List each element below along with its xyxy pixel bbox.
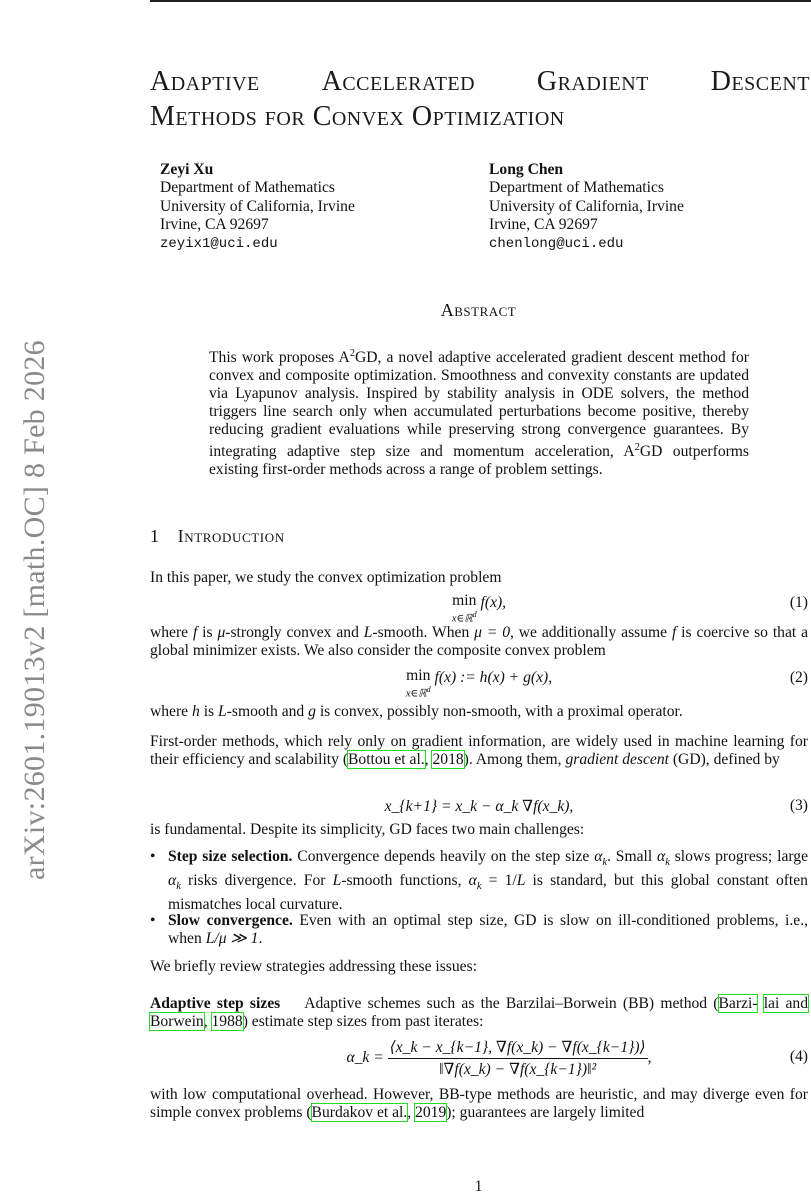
text: , we additionally assume	[510, 624, 672, 641]
text: risks divergence. For	[180, 872, 333, 890]
list-item	[150, 912, 808, 948]
abstract-text	[209, 345, 749, 479]
bullet-icon: •	[150, 848, 156, 865]
author-city: Irvine, CA 92697	[489, 215, 598, 233]
text: .	[258, 930, 263, 947]
paragraph	[150, 1086, 808, 1122]
arxiv-stamp: arXiv:2601.19013v2 [math.OC] 8 Feb 2026	[18, 340, 51, 880]
text: Even with an optimal step size, GD is slow on ill-conditioned problems, i.e., when	[168, 912, 809, 947]
author-dept: Department of Mathematics	[489, 179, 664, 197]
equation-lhs: α_k =	[346, 1049, 384, 1067]
math: L	[218, 703, 227, 720]
text: -smooth functions,	[341, 872, 469, 890]
text: -strongly convex and	[225, 624, 364, 641]
equation-number: (4)	[789, 1048, 808, 1065]
text: -smooth and	[226, 703, 309, 720]
equation-number: (2)	[789, 669, 808, 686]
title-word: Descent	[710, 66, 810, 97]
text: . Small	[607, 848, 658, 865]
superscript: d	[472, 610, 477, 619]
math: L/μ ≫ 1	[205, 930, 259, 947]
author-block	[489, 161, 684, 253]
equation-2	[150, 667, 808, 700]
list-item: • Step size selection. Convergence depends heavily on the step size $\alpha_k$. Small $\alpha_k$ slows progress; large $\alpha_k$ risks divergence. For L-smooth functions, $\alpha_k = 1/L$ is standard, but this global constant often mismatches local curvature.	[150, 848, 808, 914]
citation-year-link[interactable]: 1988	[211, 1013, 243, 1030]
text: slows progress; large	[669, 848, 808, 865]
min-operator: min	[406, 667, 431, 684]
citation-year-link[interactable]: 2019	[415, 1104, 447, 1121]
equation-4	[150, 1038, 808, 1078]
paragraph	[150, 995, 808, 1031]
paragraph: is fundamental. Despite its simplicity, GD faces two main challenges:	[150, 821, 585, 838]
math: f	[192, 624, 198, 641]
text: with low computational overhead. However, BB-type methods are heuristic, and may diverge even for simple convex problems (	[150, 1086, 808, 1121]
title-line-1	[150, 64, 810, 99]
bullet-icon: •	[150, 912, 156, 929]
equation-expr: f(x),	[480, 594, 507, 611]
paragraph-heading: Adaptive step sizes	[150, 995, 281, 1012]
author-univ: University of California, Irvine	[489, 197, 684, 215]
text: ,	[424, 751, 433, 768]
author-name: Long Chen	[489, 161, 564, 178]
citation-year-link[interactable]: 2018	[432, 751, 464, 768]
section-title: Introduction	[177, 526, 285, 546]
author-email: chenlong@uci.edu	[489, 236, 624, 253]
text: where	[150, 703, 192, 720]
citation-link[interactable]: Burdakov et al.	[311, 1104, 408, 1121]
min-operator: min	[452, 592, 477, 609]
equation-expr: x_{k+1} = x_k − α_k ∇f(x_k),	[384, 798, 574, 815]
text: ,	[203, 1013, 212, 1030]
subscript: x∈ℝ	[405, 688, 427, 700]
abstract-segment: GD, a novel adaptive accelerated gradient descent method for convex and composite optimization. Smoothness and convexity constants are updated via Lyapunov analysis. Inspired by stability analysis in ODE solvers, the method triggers line search only when accumulated perturbations become positive, thereby reducing gradient evaluations while preserving strong convergence guarantees. By integrating adaptive step size and momentum acceleration, A	[209, 349, 750, 461]
math: μ	[217, 624, 226, 641]
superscript: 2	[349, 348, 355, 359]
math: L	[363, 624, 373, 641]
text: is convex, possibly non-smooth, with a proximal operator.	[315, 703, 683, 720]
paragraph	[150, 703, 808, 721]
subscript: x∈ℝ	[451, 613, 473, 625]
abstract-heading: Abstract	[440, 300, 517, 320]
text: ,	[647, 1049, 652, 1067]
title-line-2: Methods for Convex Optimization	[150, 101, 565, 132]
citation-link[interactable]: Barzi-	[718, 995, 758, 1012]
text: ); guarantees are largely limited	[446, 1104, 645, 1121]
text: Convergence depends heavily on the step size	[292, 848, 595, 865]
fraction-denominator: ‖∇f(x_k) − ∇f(x_{k−1})‖²	[439, 1061, 597, 1078]
citation-link[interactable]: lai and Borwein	[150, 995, 809, 1030]
superscript: d	[426, 685, 431, 694]
text: ,	[407, 1104, 416, 1121]
title-word: Gradient	[536, 66, 649, 97]
citation-link[interactable]: Bottou et al.	[348, 751, 425, 768]
equation-expr: f(x) := h(x) + g(x),	[434, 669, 553, 686]
math: μ = 0	[474, 624, 511, 641]
text: is coercive so that a global minimizer exists. We also consider the composite convex problem	[150, 624, 809, 659]
equation-number: (1)	[789, 594, 808, 611]
equation-1	[150, 592, 808, 625]
text: is	[199, 703, 218, 720]
title-word: Accelerated	[321, 66, 476, 97]
author-block	[160, 161, 355, 253]
section-heading	[150, 526, 285, 547]
equation-number: (3)	[789, 797, 808, 814]
page-number: 1	[474, 1178, 483, 1195]
superscript: 2	[634, 442, 640, 454]
bullet-title: Slow convergence.	[168, 912, 293, 929]
text: where	[150, 624, 193, 641]
author-email: zeyix1@uci.edu	[160, 236, 278, 253]
abstract-segment: GD outperforms existing first-order methods across a range of problem settings.	[209, 443, 750, 479]
math: g	[308, 703, 316, 720]
fraction-numerator: ⟨x_k − x_{k−1}, ∇f(x_k) − ∇f(x_{k−1})⟩	[388, 1038, 648, 1059]
paragraph	[150, 624, 808, 660]
title-word: Adaptive	[150, 66, 260, 97]
author-univ: University of California, Irvine	[160, 197, 355, 215]
section-number: 1	[150, 526, 160, 546]
author-city: Irvine, CA 92697	[160, 215, 269, 233]
text: Adaptive schemes such as the Barzilai–Borwein (BB) method (	[304, 995, 719, 1012]
author-dept: Department of Mathematics	[160, 179, 335, 197]
bullet-title: Step size selection.	[168, 848, 293, 865]
text: (GD), defined by	[668, 751, 780, 768]
paper-title	[150, 64, 810, 134]
text: -smooth. When	[372, 624, 475, 641]
emphasis: gradient descent	[565, 751, 669, 768]
math: f	[671, 624, 677, 641]
text: ). Among them,	[463, 751, 566, 768]
text: is standard, but this global constant often mismatches local curvature.	[168, 872, 808, 914]
text: is	[197, 624, 218, 641]
header-rule	[150, 0, 811, 2]
text: ) estimate step sizes from past iterates:	[242, 1013, 484, 1030]
equation-expr	[150, 1038, 808, 1079]
equation-3	[150, 797, 808, 821]
paragraph: In this paper, we study the convex optimization problem	[150, 569, 502, 586]
text: First-order methods, which rely only on gradient information, are widely used in machine learning for their efficiency and scalability (	[150, 733, 808, 768]
paragraph: We briefly review strategies addressing these issues:	[150, 958, 477, 975]
author-name: Zeyi Xu	[160, 161, 214, 178]
paragraph	[150, 733, 808, 769]
math: h	[192, 703, 200, 720]
abstract-segment: This work proposes A	[209, 349, 350, 367]
